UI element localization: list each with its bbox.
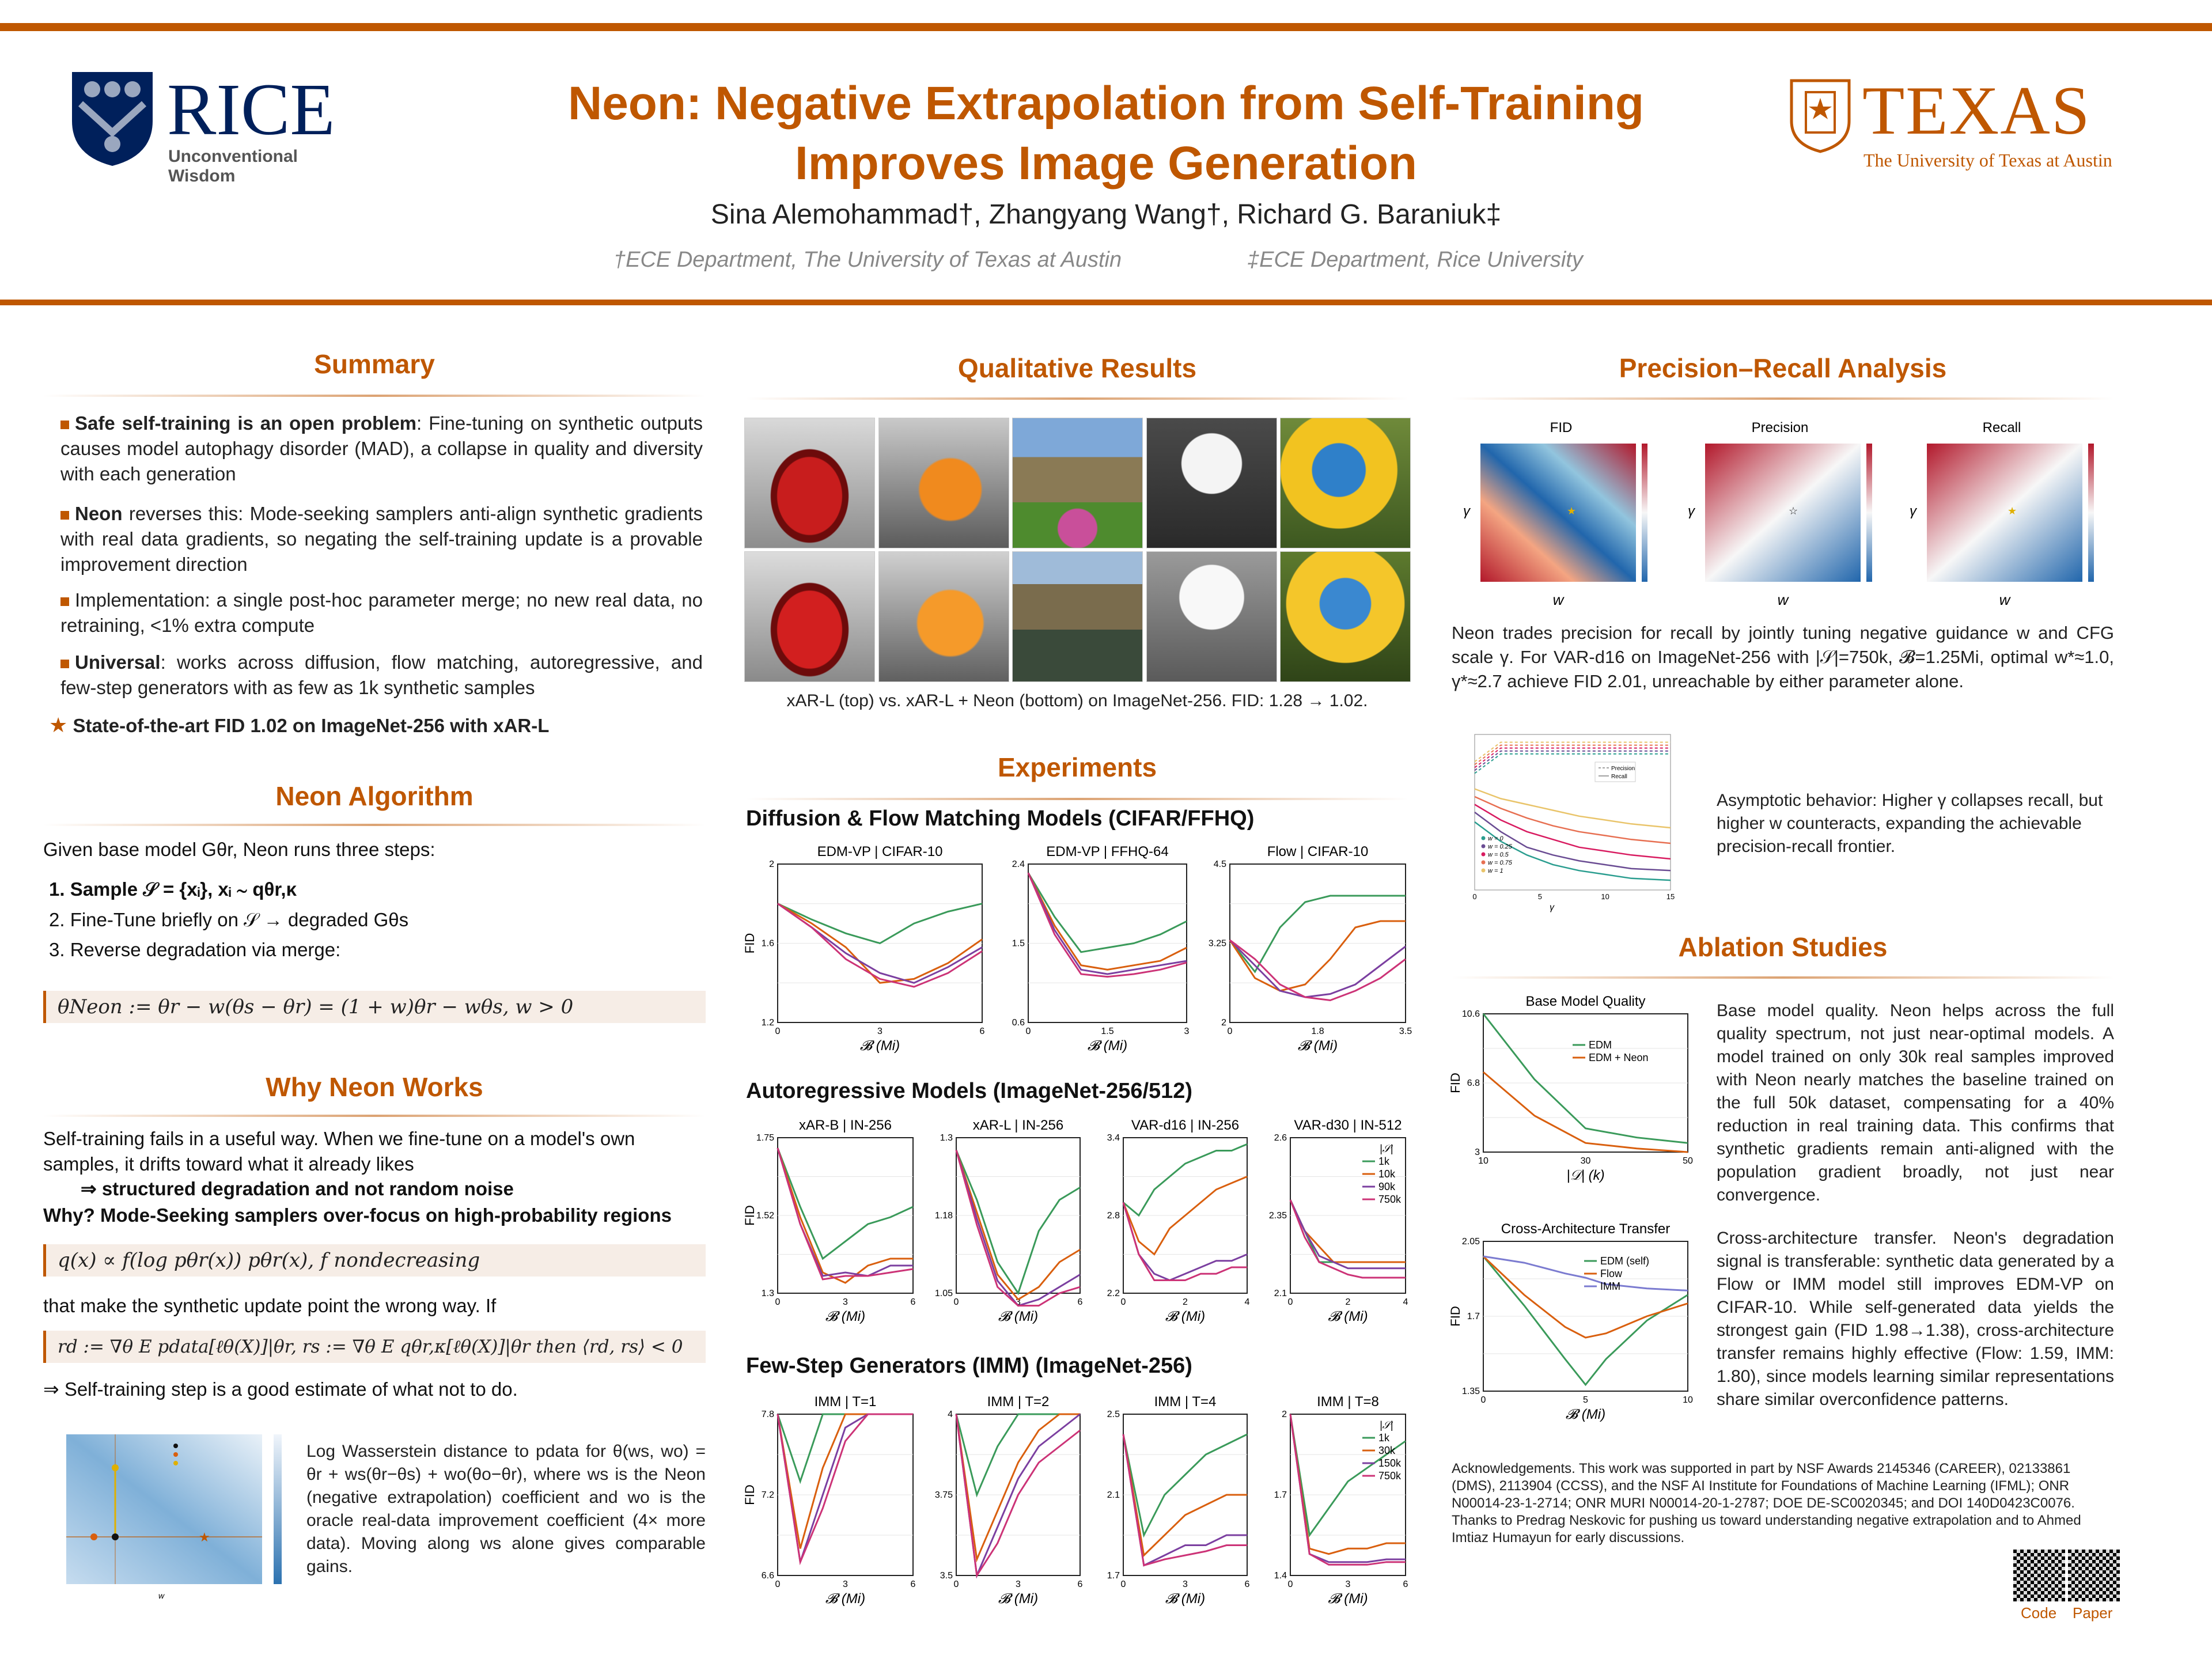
x-axis-label: 𝓑 (Mi) — [825, 1309, 866, 1324]
series-line-3 — [778, 904, 982, 987]
chart-title: IMM | T=8 — [1317, 1394, 1379, 1410]
legend-label: 10k — [1378, 1168, 1396, 1180]
precision-w-label: w — [1777, 591, 1789, 608]
algorithm-step-2: 2. Fine-Tune briefly on 𝒮 → degraded Gθs — [49, 909, 409, 930]
y-tick-label: 6.6 — [761, 1571, 774, 1581]
series-line-0 — [1290, 1200, 1406, 1262]
ablation-title: Ablation Studies — [1678, 932, 1888, 962]
chart-title: Flow | CIFAR-10 — [1267, 844, 1369, 859]
pr-title: Precision–Recall Analysis — [1619, 353, 1947, 383]
x-axis-label: |𝒟| (k) — [1566, 1168, 1605, 1183]
why-rule — [43, 1115, 706, 1117]
paper-link[interactable]: Paper — [2073, 1604, 2113, 1622]
recall-gamma-label: γ — [1910, 503, 1916, 519]
photo-macaw-neon — [1280, 551, 1411, 682]
legend-label: EDM + Neon — [1589, 1052, 1649, 1063]
texas-wordmark: TEXAS — [1862, 72, 2091, 149]
header-bottom-rule — [0, 300, 2212, 305]
y-tick-label: 2.35 — [1268, 1211, 1287, 1221]
recall-w-label: w — [1999, 591, 2010, 608]
x-tick-label: 0 — [1227, 1027, 1233, 1036]
x-tick-label: 3 — [1184, 1027, 1190, 1036]
photo-castle-neon — [1012, 551, 1143, 682]
rice-wordmark: RICE — [167, 69, 335, 150]
y-tick-label: 6.8 — [1467, 1078, 1480, 1088]
poster-title — [0, 69, 2212, 194]
chart-9 — [1092, 1391, 1253, 1610]
series-line-0 — [1123, 1434, 1247, 1535]
x-tick-label: 3 — [1016, 1580, 1021, 1589]
series-line-0 — [956, 1150, 1080, 1293]
chart-title: xAR-B | IN-256 — [799, 1118, 892, 1133]
x-tick-label: 0 — [1287, 1580, 1293, 1589]
why-paragraph-2: Why? Mode-Seeking samplers over-focus on high-probability regions — [43, 1205, 672, 1226]
y-tick-label: 1.5 — [1012, 938, 1025, 949]
why-paragraph-1b: ⇒ structured degradation and not random noise — [81, 1178, 514, 1199]
y-tick-label: 7.2 — [761, 1490, 774, 1500]
chart-10 — [1259, 1391, 1411, 1610]
bullet-square-icon — [60, 421, 69, 429]
x-tick-label: 6 — [979, 1027, 985, 1036]
paper-qr-icon[interactable] — [2068, 1550, 2120, 1601]
photo-eagle-base — [1146, 418, 1277, 548]
series-line-1 — [778, 1414, 913, 1548]
legend-label: EDM (self) — [1600, 1255, 1649, 1267]
chart-title: VAR-d30 | IN-512 — [1294, 1118, 1402, 1133]
x-tick-label: 4 — [1403, 1297, 1408, 1307]
x-tick-label: 3.5 — [1399, 1027, 1412, 1036]
y-axis-label: FID — [1448, 1306, 1463, 1327]
x-tick-label: 1.5 — [1101, 1027, 1114, 1036]
chart-1 — [997, 841, 1192, 1057]
asymptotic-plot — [1452, 723, 1682, 913]
y-tick-label: 3.25 — [1208, 938, 1226, 949]
fid-heatmap — [1480, 444, 1636, 582]
x-tick-label: 6 — [910, 1297, 916, 1307]
w-legend-dot — [1482, 869, 1486, 873]
x-tick-label: 6 — [1077, 1297, 1083, 1307]
x-tick-label: 0 — [1480, 1395, 1486, 1405]
legend-label: IMM — [1600, 1281, 1620, 1292]
y-tick-label: 3.5 — [940, 1571, 953, 1581]
chart-0 — [743, 841, 988, 1057]
theta-o-point — [112, 1464, 119, 1471]
affiliation-ut: †ECE Department, The University of Texas at Austin — [613, 248, 1122, 272]
x-tick-label: 30 — [1580, 1156, 1591, 1166]
y-tick-label: 2.4 — [1012, 859, 1025, 869]
photo-castle-base — [1012, 418, 1143, 548]
algorithm-intro: Given base model Gθr, Neon runs three steps: — [43, 839, 435, 860]
x-tick-label: 3 — [1016, 1297, 1021, 1307]
chart-6 — [1259, 1115, 1411, 1328]
chart-5 — [1092, 1115, 1253, 1328]
fid-w-label: w — [1552, 591, 1564, 608]
legend-precision: Precision — [1611, 766, 1635, 772]
diffusion-subhead: Diffusion & Flow Matching Models (CIFAR/FFHQ) — [746, 806, 1255, 831]
series-line-0 — [778, 1414, 913, 1482]
x-axis-label: 𝓑 (Mi) — [859, 1038, 900, 1054]
wasserstein-heatmap — [43, 1429, 297, 1601]
summary-bullet-4: Universal: works across diffusion, flow matching, autoregressive, and few-step generators with as few as 1k synthetic samples — [60, 652, 703, 698]
y-tick-label: 1.3 — [761, 1289, 774, 1298]
chart-title: xAR-L | IN-256 — [972, 1118, 1064, 1133]
base-quality-text: Base model quality. Neon helps across the full quality spectrum, not just near-optimal models. A model trained on only 30k real samples improved with Neon nearly matches the baseline trained on the full 50k dataset, compensating for a 40% reduction in real training data. This confirms that synthetic gradients remain anti-aligned with the population gradient broadly, not just near convergence. — [1717, 1001, 2114, 1205]
theta-s-point — [90, 1533, 97, 1540]
chart-4 — [925, 1115, 1086, 1328]
title-line-2: Improves Image Generation — [794, 137, 1417, 190]
w-legend-label: w = 0.5 — [1488, 851, 1509, 858]
series-line-3 — [1123, 1203, 1247, 1281]
w-legend-dot — [1482, 861, 1486, 865]
pr-heatmaps — [1452, 415, 2114, 611]
x-tick-label: 10 — [1478, 1156, 1488, 1166]
x-tick-label: 5 — [1537, 892, 1542, 901]
authors: Sina Alemohammad†, Zhangyang Wang†, Richard G. Baraniuk‡ — [710, 199, 1502, 230]
y-tick-label: 2.5 — [1107, 1410, 1120, 1419]
x-tick-label: 4 — [1244, 1297, 1250, 1307]
y-tick-label: 1.6 — [761, 938, 774, 949]
cross-arch-text: Cross-architecture transfer. Neon's degradation signal is transferable: synthetic data generated by a Flow or IMM model still improves EDM-VP on CIFAR-10. While self-generated data yields the strongest gain (FID 1.98→1.38), cross-architecture transfer remains highly effective (Flow: 1.59, IMM: 1.80), since models learning similar representations share similar overconfidence patterns. — [1717, 1229, 2114, 1409]
why-paragraph-4: ⇒ Self-training step is a good estimate of what not to do. — [43, 1378, 518, 1400]
photo-eagle-neon — [1146, 551, 1277, 682]
legend-label: 150k — [1378, 1457, 1402, 1469]
pr-fid-header: FID — [1550, 420, 1573, 435]
series-line-0 — [1028, 873, 1187, 952]
y-tick-label: 1.3 — [940, 1133, 953, 1143]
series-line-3 — [953, 1150, 1080, 1307]
y-tick-label: 3.4 — [1107, 1133, 1120, 1143]
x-axis-label: 𝓑 (Mi) — [1087, 1038, 1128, 1054]
algorithm-step-3: 3. Reverse degradation via merge: — [49, 939, 341, 960]
legend-label: 90k — [1378, 1181, 1396, 1192]
summary-rule — [43, 395, 706, 397]
recall-optimum-star: ★ — [2008, 505, 2017, 517]
series-line-1 — [1028, 873, 1187, 969]
x-tick-label: 6 — [1244, 1580, 1250, 1589]
x-axis-label: 𝓑 (Mi) — [1165, 1591, 1206, 1607]
x-axis-label: 𝓑 (Mi) — [825, 1591, 866, 1607]
series-line-0 — [778, 904, 982, 944]
algorithm-rule — [43, 824, 706, 826]
summary-bullet-sota: ★ State-of-the-art FID 1.02 on ImageNet-256 with xAR-L — [49, 713, 550, 737]
experiments-title: Experiments — [997, 752, 1157, 782]
y-tick-label: 7.8 — [761, 1410, 774, 1419]
legend-label: EDM — [1589, 1039, 1612, 1051]
series-line-3 — [778, 1148, 913, 1279]
x-tick-label: 0 — [775, 1027, 781, 1036]
experiments-rule — [746, 798, 1408, 800]
summary-title: Summary — [314, 349, 435, 379]
recall-line-3 — [1475, 797, 1671, 843]
pr-precision-header: Precision — [1751, 420, 1809, 435]
x-tick-label: 2 — [1345, 1297, 1351, 1307]
x-tick-label: 0 — [1120, 1297, 1126, 1307]
y-tick-label: 3 — [1475, 1147, 1480, 1157]
series-line-0 — [778, 1148, 913, 1259]
code-link[interactable]: Code — [2021, 1604, 2057, 1622]
w-legend-label: w = 0.75 — [1488, 859, 1512, 866]
x-tick-label: 0 — [953, 1297, 959, 1307]
x-tick-label: 15 — [1666, 892, 1675, 901]
y-tick-label: 1.18 — [934, 1211, 953, 1221]
w-legend-dot — [1482, 844, 1486, 849]
wasserstein-caption: Log Wasserstein distance to pdata for θ(ws, wo) = θr + ws(θr−θs) + wo(θo−θr), where ws is the Neon (negative extrapolation) coefficient and wo is the oracle real-data improvement coefficient (4× more data). Moving along ws alone gives comparable gains. — [306, 1442, 706, 1576]
algorithm-title: Neon Algorithm — [275, 781, 474, 811]
chart-title: IMM | T=1 — [814, 1394, 877, 1410]
chart-2 — [1198, 841, 1411, 1057]
pr-recall-header: Recall — [1982, 420, 2021, 435]
chart-title: Base Model Quality — [1525, 994, 1646, 1009]
y-tick-label: 2.1 — [1107, 1490, 1120, 1500]
legend-label: 750k — [1378, 1194, 1402, 1205]
summary-bullet-1: Safe self-training is an open problem: Fine-tuning on synthetic outputs causes model autophagy disorder (MAD), a collapse in quality and diversity with each generation — [60, 412, 703, 484]
chart-12 — [1448, 1218, 1694, 1426]
photo-car-neon — [744, 551, 875, 682]
affiliation-rice: ‡ECE Department, Rice University — [1247, 248, 1583, 272]
photo-goldfish-base — [878, 418, 1009, 548]
gamma-axis-label: γ — [1550, 903, 1554, 912]
legend-recall: Recall — [1611, 774, 1627, 780]
chart-title: IMM | T=2 — [987, 1394, 1050, 1410]
x-axis-label: 𝓑 (Mi) — [1328, 1309, 1368, 1324]
x-axis-label: 𝓑 (Mi) — [1565, 1407, 1606, 1422]
x-tick-label: 0 — [775, 1580, 781, 1589]
y-tick-label: 3.75 — [934, 1490, 953, 1500]
w-legend-dot — [1482, 836, 1486, 840]
x-tick-label: 2 — [1183, 1297, 1188, 1307]
title-line-1: Neon: Negative Extrapolation from Self-Training — [567, 77, 1645, 130]
legend-header: |𝒮| — [1380, 1143, 1393, 1154]
y-tick-label: 1.35 — [1461, 1387, 1480, 1396]
why-paragraph-1: Self-training fails in a useful way. When we fine-tune on a model's own samples, it drifts toward what it already likes — [43, 1128, 635, 1175]
y-tick-label: 1.52 — [756, 1211, 774, 1221]
y-axis-label: FID — [743, 1205, 757, 1226]
chart-7 — [743, 1391, 919, 1610]
y-tick-label: 10.6 — [1461, 1009, 1480, 1019]
series-line-1 — [1290, 1200, 1406, 1262]
legend-label: 750k — [1378, 1470, 1402, 1482]
y-tick-label: 1.4 — [1274, 1571, 1287, 1581]
series-line-0 — [1483, 1256, 1688, 1385]
y-tick-label: 4 — [948, 1410, 953, 1419]
y-tick-label: 2.05 — [1461, 1237, 1480, 1247]
x-tick-label: 5 — [1583, 1395, 1588, 1405]
y-tick-label: 1.7 — [1274, 1490, 1287, 1500]
acknowledgements: Acknowledgements. This work was supported in part by NSF Awards 2145346 (CAREER), 02133861 (DMS), 2113904 (CCSS), and the NSF AI Institute for Foundations of Machine Learning (IFML); ONR N00014-23-1-2714; ONR MURI N00014-20-1-2787; DOE DE-SC0020345; and DOI 140D0423C0076. Thanks to Predrag Neskovic for pushing us toward understanding negative extrapolation and to Ahmed Imtiaz Humayun for early discussions. — [1452, 1461, 2081, 1546]
y-tick-label: 1.2 — [761, 1018, 774, 1028]
series-line-2 — [953, 1150, 1080, 1307]
x-tick-label: 0 — [1120, 1580, 1126, 1589]
precision-gamma-label: γ — [1688, 503, 1695, 519]
x-tick-label: 0 — [953, 1580, 959, 1589]
code-qr-icon[interactable] — [2013, 1550, 2065, 1601]
series-line-0 — [1483, 1014, 1688, 1143]
qualitative-rule — [746, 397, 1408, 400]
y-tick-label: 1.75 — [756, 1133, 774, 1143]
chart-title: VAR-d16 | IN-256 — [1131, 1118, 1240, 1133]
precision-optimum-star: ☆ — [1789, 505, 1798, 517]
y-axis-label: FID — [1448, 1073, 1463, 1093]
x-tick-label: 0 — [775, 1297, 781, 1307]
x-axis-label: 𝓑 (Mi) — [998, 1309, 1039, 1324]
summary-bullet-3: Implementation: a single post-hoc parameter merge; no new real data, no retraining, <1% extra compute — [60, 589, 703, 636]
legend-label: 30k — [1378, 1445, 1396, 1456]
x-tick-label: 10 — [1683, 1395, 1693, 1405]
x-tick-label: 3 — [843, 1580, 848, 1589]
neon-star-marker: ★ — [199, 1530, 210, 1544]
pr-rule — [1452, 397, 2114, 400]
x-tick-label: 3 — [1345, 1580, 1351, 1589]
photo-macaw-base — [1280, 418, 1411, 548]
legend-header: |𝒮| — [1380, 1419, 1393, 1431]
y-tick-label: 2 — [1282, 1410, 1287, 1419]
x-tick-label: 1.8 — [1311, 1027, 1324, 1036]
y-tick-label: 2.2 — [1107, 1289, 1120, 1298]
gradient-alignment-equation: rd := ∇θ E pdata[ℓθ(X)]|θr, rs := ∇θ E qθr,κ[ℓθ(X)]|θr then ⟨rd, rs⟩ < 0 — [43, 1331, 706, 1363]
x-axis-label: 𝓑 (Mi) — [1297, 1038, 1338, 1054]
chart-11 — [1448, 991, 1694, 1187]
fid-gamma-label: γ — [1463, 503, 1470, 519]
x-tick-label: 6 — [1077, 1580, 1083, 1589]
w-legend-label: w = 1 — [1488, 868, 1503, 874]
x-tick-label: 3 — [1183, 1580, 1188, 1589]
series-line-1 — [1483, 1256, 1688, 1338]
precision-heatmap — [1705, 444, 1861, 582]
legend-label: 1k — [1378, 1432, 1390, 1444]
x-tick-label: 6 — [1403, 1580, 1408, 1589]
ablation-rule — [1452, 976, 2114, 979]
theta-r-point — [112, 1533, 119, 1540]
chart-title: Cross-Architecture Transfer — [1501, 1221, 1671, 1237]
w-legend-label: w = 0.25 — [1488, 843, 1512, 850]
x-axis-label: 𝓑 (Mi) — [998, 1591, 1039, 1607]
y-tick-label: 2.1 — [1274, 1289, 1287, 1298]
x-axis-label: 𝓑 (Mi) — [1328, 1591, 1368, 1607]
qualitative-title: Qualitative Results — [957, 353, 1197, 383]
series-line-1 — [1230, 921, 1406, 991]
mode-seeking-equation: q(x) ∝ f(log pθr(x)) pθr(x), f nondecreasing — [43, 1244, 706, 1277]
why-paragraph-3: that make the synthetic update point the wrong way. If — [43, 1295, 497, 1316]
w-legend-label: w = 0 — [1488, 835, 1503, 842]
pr-description: Neon trades precision for recall by jointly tuning negative guidance w and CFG scale γ. For VAR-d16 on ImageNet-256 with |𝒮|=750k, 𝓑=1.25Mi, optimal w*≈1.0, γ*≈2.7 achieve FID 2.01, unreachable by either parameter alone. — [1452, 623, 2114, 691]
neon-merge-equation: θNeon := θr − w(θs − θr) = (1 + w)θr − wθs, w > 0 — [43, 991, 706, 1023]
y-axis-label: FID — [743, 1484, 757, 1505]
y-tick-label: 2.6 — [1274, 1133, 1287, 1143]
series-line-1 — [956, 1150, 1080, 1300]
precision-line-0 — [1475, 754, 1671, 774]
rice-tagline: Unconventional Wisdom — [168, 147, 298, 185]
legend-label: 1k — [1378, 1156, 1390, 1167]
y-tick-label: 1.05 — [934, 1289, 953, 1298]
fid-optimum-star: ★ — [1567, 505, 1577, 517]
chart-8 — [925, 1391, 1086, 1610]
x-tick-label: 0 — [1025, 1027, 1031, 1036]
bullet-square-icon — [60, 597, 69, 606]
y-tick-label: 0.6 — [1012, 1018, 1025, 1028]
y-tick-label: 2 — [769, 859, 774, 869]
w-legend-dot — [1482, 853, 1486, 857]
photo-car-base — [744, 418, 875, 548]
why-title: Why Neon Works — [266, 1072, 483, 1102]
star-icon: ★ — [49, 713, 68, 737]
recall-line-2 — [1475, 805, 1671, 859]
chart-title: EDM-VP | CIFAR-10 — [817, 844, 943, 859]
photo-goldfish-neon — [878, 551, 1009, 682]
chart-3 — [743, 1115, 919, 1328]
series-line-0 — [1123, 1144, 1247, 1215]
plot-frame — [1475, 734, 1671, 890]
x-tick-label: 3 — [843, 1297, 848, 1307]
asymptotic-text: Asymptotic behavior: Higher γ collapses recall, but higher w counteracts, expanding the achievable precision-recall frontier. — [1717, 791, 2103, 856]
x-tick-label: 6 — [910, 1580, 916, 1589]
x-axis-label: 𝓑 (Mi) — [1165, 1309, 1206, 1324]
bullet-square-icon — [60, 660, 69, 668]
x-tick-label: 0 — [1287, 1297, 1293, 1307]
y-tick-label: 4.5 — [1213, 859, 1226, 869]
algorithm-step-1: 1. Sample 𝒮 = {xᵢ}, xᵢ ∼ qθr,κ — [49, 878, 297, 900]
x-tick-label: 10 — [1601, 892, 1609, 901]
qualitative-caption: xAR-L (top) vs. xAR-L + Neon (bottom) on ImageNet-256. FID: 1.28 → 1.02. — [786, 691, 1368, 710]
chart-title: EDM-VP | FFHQ-64 — [1046, 844, 1169, 859]
x-tick-label: 0 — [1472, 892, 1477, 901]
recall-heatmap — [1927, 444, 2082, 582]
chart-title: IMM | T=4 — [1154, 1394, 1217, 1410]
top-rule — [0, 23, 2212, 31]
summary-bullet-2: Neon reverses this: Mode-seeking samplers anti-align synthetic gradients with real data gradients, so negating the self-training update is a provable improvement direction — [60, 503, 703, 575]
x-tick-label: 50 — [1683, 1156, 1693, 1166]
y-tick-label: 2.8 — [1107, 1211, 1120, 1221]
legend-label: Flow — [1600, 1268, 1623, 1279]
ar-subhead: Autoregressive Models (ImageNet-256/512) — [746, 1079, 1193, 1103]
ws-axis-label: w — [158, 1591, 165, 1600]
x-tick-label: 3 — [877, 1027, 882, 1036]
imm-subhead: Few-Step Generators (IMM) (ImageNet-256) — [746, 1354, 1192, 1378]
y-tick-label: 1.7 — [1107, 1571, 1120, 1581]
y-tick-label: 2 — [1221, 1018, 1226, 1028]
y-tick-label: 1.7 — [1467, 1312, 1480, 1321]
y-axis-label: FID — [743, 933, 757, 954]
bullet-square-icon — [60, 511, 69, 520]
texas-tagline: The University of Texas at Austin — [1863, 150, 2112, 171]
